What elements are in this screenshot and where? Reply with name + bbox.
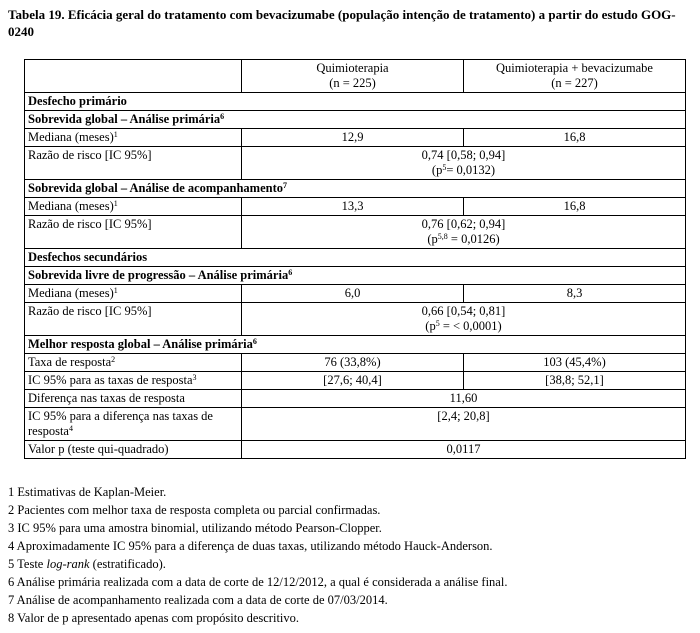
rr-sup: 2 <box>111 355 116 364</box>
table-row <box>25 408 686 441</box>
table-row <box>25 390 686 408</box>
os-followup-p-sup: 5,8 <box>437 232 448 241</box>
os-primary-median-chemo: 12,9 <box>242 129 464 147</box>
os-primary-hr-label: Razão de risco [IC 95%] <box>25 147 242 180</box>
table-row <box>25 354 686 372</box>
rr-label <box>25 354 242 372</box>
os-followup-heading-sup: 7 <box>283 181 288 190</box>
table-row <box>25 147 686 180</box>
footnote-3: 3 IC 95% para uma amostra binomial, utilizando método Pearson-Clopper. <box>8 521 382 535</box>
section-row <box>25 267 686 285</box>
rr-label-text: Taxa de resposta <box>28 355 112 369</box>
table-row <box>25 303 686 336</box>
os-followup-p-prefix: (p <box>427 232 438 246</box>
header-chemo-n: (n = 225) <box>329 76 376 90</box>
table-row <box>25 198 686 216</box>
os-primary-p-prefix: (p <box>431 163 443 177</box>
bor-heading <box>25 336 686 354</box>
os-primary-median-label-text: Mediana (meses) <box>28 130 114 144</box>
pfs-median-label <box>25 285 242 303</box>
os-primary-hr-cell <box>242 147 686 180</box>
pfs-hr-label: Razão de risco [IC 95%] <box>25 303 242 336</box>
primary-outcome-heading: Desfecho primário <box>25 93 686 111</box>
os-primary-median-label <box>25 129 242 147</box>
footnote-7: 7 Análise de acompanhamento realizada com a data de corte de 07/03/2014. <box>8 593 388 607</box>
os-followup-heading <box>25 180 686 198</box>
os-primary-p-value <box>245 163 682 178</box>
ci-diff-label-text: IC 95% para a diferença nas taxas de resposta <box>28 409 213 438</box>
ci-rr-sup: 3 <box>192 373 197 382</box>
pfs-p-prefix: (p <box>425 319 436 333</box>
pfs-hr-cell <box>242 303 686 336</box>
ci-rr-label <box>25 372 242 390</box>
pfs-median-sup: 1 <box>113 286 118 295</box>
os-followup-heading-text: Sobrevida global – Análise de acompanhamento <box>28 181 284 195</box>
pfs-p-suffix: = < 0,0001) <box>439 319 502 333</box>
ci-rr-bev: [38,8; 52,1] <box>464 372 686 390</box>
section-row <box>25 180 686 198</box>
ci-rr-label-text: IC 95% para as taxas de resposta <box>28 373 193 387</box>
os-primary-median-sup: 1 <box>113 130 118 139</box>
table-row <box>25 441 686 459</box>
os-followup-hr-cell <box>242 216 686 249</box>
diff-label: Diferença nas taxas de resposta <box>25 390 242 408</box>
os-followup-median-sup: 1 <box>113 199 118 208</box>
diff-value: 11,60 <box>242 390 686 408</box>
header-chemo-bev-label: Quimioterapia + bevacizumabe <box>496 61 653 75</box>
section-row <box>25 93 686 111</box>
footnotes <box>8 483 698 627</box>
os-primary-p-sup: 5 <box>442 163 447 172</box>
header-chemo-bev-n: (n = 227) <box>551 76 598 90</box>
os-primary-heading <box>25 111 686 129</box>
footnote-2: 2 Pacientes com melhor taxa de resposta completa ou parcial confirmadas. <box>8 503 381 517</box>
pfs-median-chemo: 6,0 <box>242 285 464 303</box>
header-row <box>25 60 686 93</box>
section-row <box>25 111 686 129</box>
os-followup-hr-label: Razão de risco [IC 95%] <box>25 216 242 249</box>
pfs-heading <box>25 267 686 285</box>
pfs-p-sup: 5 <box>435 319 440 328</box>
efficacy-table <box>24 59 686 459</box>
header-empty-cell <box>25 60 242 93</box>
section-row <box>25 336 686 354</box>
os-followup-median-chemo: 13,3 <box>242 198 464 216</box>
os-primary-heading-sup: 6 <box>220 112 225 121</box>
header-chemo-label: Quimioterapia <box>316 61 389 75</box>
header-chemo <box>242 60 464 93</box>
footnote-4: 4 Aproximadamente IC 95% para a diferença de duas taxas, utilizando método Hauck-Anderson. <box>8 539 493 553</box>
header-chemo-bev <box>464 60 686 93</box>
ci-diff-label <box>25 408 242 441</box>
footnote-5-suffix: (estratificado). <box>89 557 166 571</box>
secondary-outcomes-heading: Desfechos secundários <box>25 249 686 267</box>
pfs-heading-text: Sobrevida livre de progressão – Análise primária <box>28 268 289 282</box>
ci-rr-chemo: [27,6; 40,4] <box>242 372 464 390</box>
rr-chemo: 76 (33,8%) <box>242 354 464 372</box>
pvalue-value: 0,0117 <box>242 441 686 459</box>
footnote-5-italic: log-rank <box>46 557 90 571</box>
table-row <box>25 129 686 147</box>
os-followup-p-suffix: = 0,0126) <box>447 232 500 246</box>
bor-heading-text: Melhor resposta global – Análise primária <box>28 337 253 351</box>
pfs-median-bev: 8,3 <box>464 285 686 303</box>
table-row <box>25 216 686 249</box>
os-followup-hr-value: 0,76 [0,62; 0,94] <box>421 217 506 231</box>
table-row <box>25 285 686 303</box>
rr-bev: 103 (45,4%) <box>464 354 686 372</box>
pvalue-label: Valor p (teste qui-quadrado) <box>25 441 242 459</box>
table-row <box>25 372 686 390</box>
bor-heading-sup: 6 <box>252 337 257 346</box>
pfs-median-label-text: Mediana (meses) <box>28 286 114 300</box>
os-primary-p-suffix: = 0,0132) <box>446 163 496 177</box>
ci-diff-value: [2,4; 20,8] <box>242 408 686 441</box>
pfs-hr-value: 0,66 [0,54; 0,81] <box>421 304 506 318</box>
table-title: Tabela 19. Eficácia geral do tratamento com bevacizumabe (população intenção de tratamento) a partir do estudo GOG-0240 <box>8 7 676 39</box>
section-row <box>25 249 686 267</box>
ci-diff-sup: 4 <box>68 424 73 433</box>
pfs-heading-sup: 6 <box>288 268 293 277</box>
footnote-8: 8 Valor de p apresentado apenas com propósito descritivo. <box>8 611 300 625</box>
os-primary-heading-text: Sobrevida global – Análise primária <box>28 112 221 126</box>
os-followup-median-bev: 16,8 <box>464 198 686 216</box>
os-followup-p-value <box>245 232 682 247</box>
footnote-5-prefix: 5 Teste <box>8 557 47 571</box>
os-followup-median-label-text: Mediana (meses) <box>28 199 114 213</box>
footnote-5 <box>8 555 698 573</box>
footnote-6: 6 Análise primária realizada com a data de corte de 12/12/2012, a qual é considerada a análise final. <box>8 575 508 589</box>
footnote-1: 1 Estimativas de Kaplan-Meier. <box>8 485 167 499</box>
os-primary-hr-value: 0,74 [0,58; 0,94] <box>421 148 506 162</box>
os-primary-median-bev: 16,8 <box>464 129 686 147</box>
pfs-p-value <box>245 319 682 334</box>
os-followup-median-label <box>25 198 242 216</box>
